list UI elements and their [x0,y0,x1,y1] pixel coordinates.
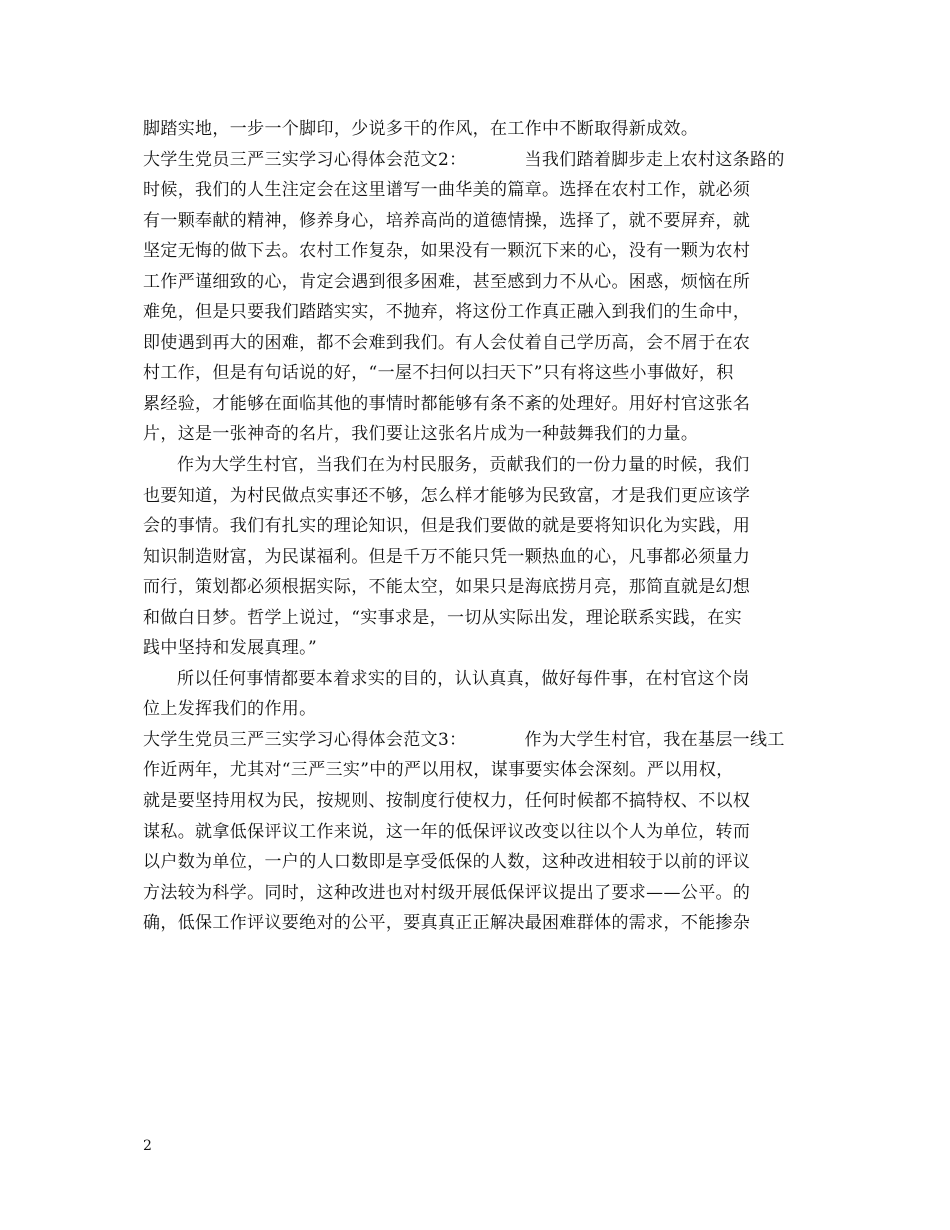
text-line: 会的事情。我们有扎实的理论知识，但是我们要做的就是要将知识化为实践，用 [143,516,751,537]
text-line: 就是要坚持用权为民，按规则、按制度行使权力，任何时候都不搞特权、不以权 [143,791,751,812]
section-heading-line [143,725,812,756]
text-line: 累经验，才能够在面临其他的事情时都能够有条不紊的处理好。用好村官这张名 [143,393,751,414]
page-number: 2 [143,1138,152,1154]
section-heading-line [143,145,812,176]
text-line: 难免，但是只要我们踏踏实实，不抛弃，将这份工作真正融入到我们的生命中， [143,302,751,323]
text-line: 即使遇到再大的困难，都不会难到我们。有人会仗着自己学历高，会不屑于在农 [143,332,751,353]
text-line: 片，这是一张神奇的名片，我们要让这张名片成为一种鼓舞我们的力量。 [143,424,699,445]
text-line: 方法较为科学。同时，这种改进也对村级开展低保评议提出了要求——公平。的 [143,882,751,903]
text-line: 谋私。就拿低保评议工作来说，这一年的低保评议改变以往以个人为单位，转而 [143,821,751,842]
paragraph-first-line: 所以任何事情都要本着求实的目的，认认真真，做好每件事，在村官这个岗 [177,668,750,689]
text-line: 也要知道，为村民做点实事还不够，怎么样才能够为民致富，才是我们更应该学 [143,485,751,506]
text-line: 以户数为单位，一户的人口数即是享受低保的人数，这种改进相较于以前的评议 [143,852,751,873]
text-line: 村工作，但是有句话说的好，“一屋不扫何以扫天下”只有将这些小事做好，积 [143,363,734,384]
text-fragment: 当我们踏着脚步走上农村这条路的 [524,149,785,170]
text-line: 而行，策划都必须根据实际，不能太空，如果只是海底捞月亮，那简直就是幻想 [143,577,751,598]
text-line: 有一颗奉献的精神，修养身心，培养高尚的道德情操，选择了，就不要屏弃，就 [143,210,751,231]
document-page [143,114,812,939]
text-line: 确，低保工作评议要绝对的公平，要真真正正解决最困难群体的需求，不能掺杂 [143,913,751,934]
text-line: 时候，我们的人生注定会在这里谱写一曲华美的篇章。选择在农村工作，就必须 [143,180,751,201]
text-line: 和做白日梦。哲学上说过，“实事求是，一切从实际出发，理论联系实践，在实 [143,607,742,628]
text-line: 作近两年，尤其对“三严三实”中的严以用权，谋事要实体会深刻。严以用权， [143,760,734,781]
text-line: 知识制造财富，为民谋福利。但是千万不能只凭一颗热血的心，凡事都必须量力 [143,546,751,567]
text-line: 工作严谨细致的心，肯定会遇到很多困难，甚至感到力不从心。困惑，烦恼在所 [143,271,751,292]
text-fragment: 作为大学生村官，我在基层一线工 [524,729,785,750]
text-line: 脚踏实地，一步一个脚印，少说多干的作风，在工作中不断取得新成效。 [143,119,699,139]
text-line: 坚定无悔的做下去。农村工作复杂，如果没有一颗沉下来的心，没有一颗为农村 [143,241,751,262]
text-line: 践中坚持和发展真理。” [143,638,318,659]
section-heading: 大学生党员三严三实学习心得体会范文3： [143,729,467,750]
paragraph-first-line: 作为大学生村官，当我们在为村民服务，贡献我们的一份力量的时候，我们 [177,455,750,476]
text-line: 位上发挥我们的作用。 [143,699,317,720]
section-heading: 大学生党员三严三实学习心得体会范文2： [143,149,467,170]
